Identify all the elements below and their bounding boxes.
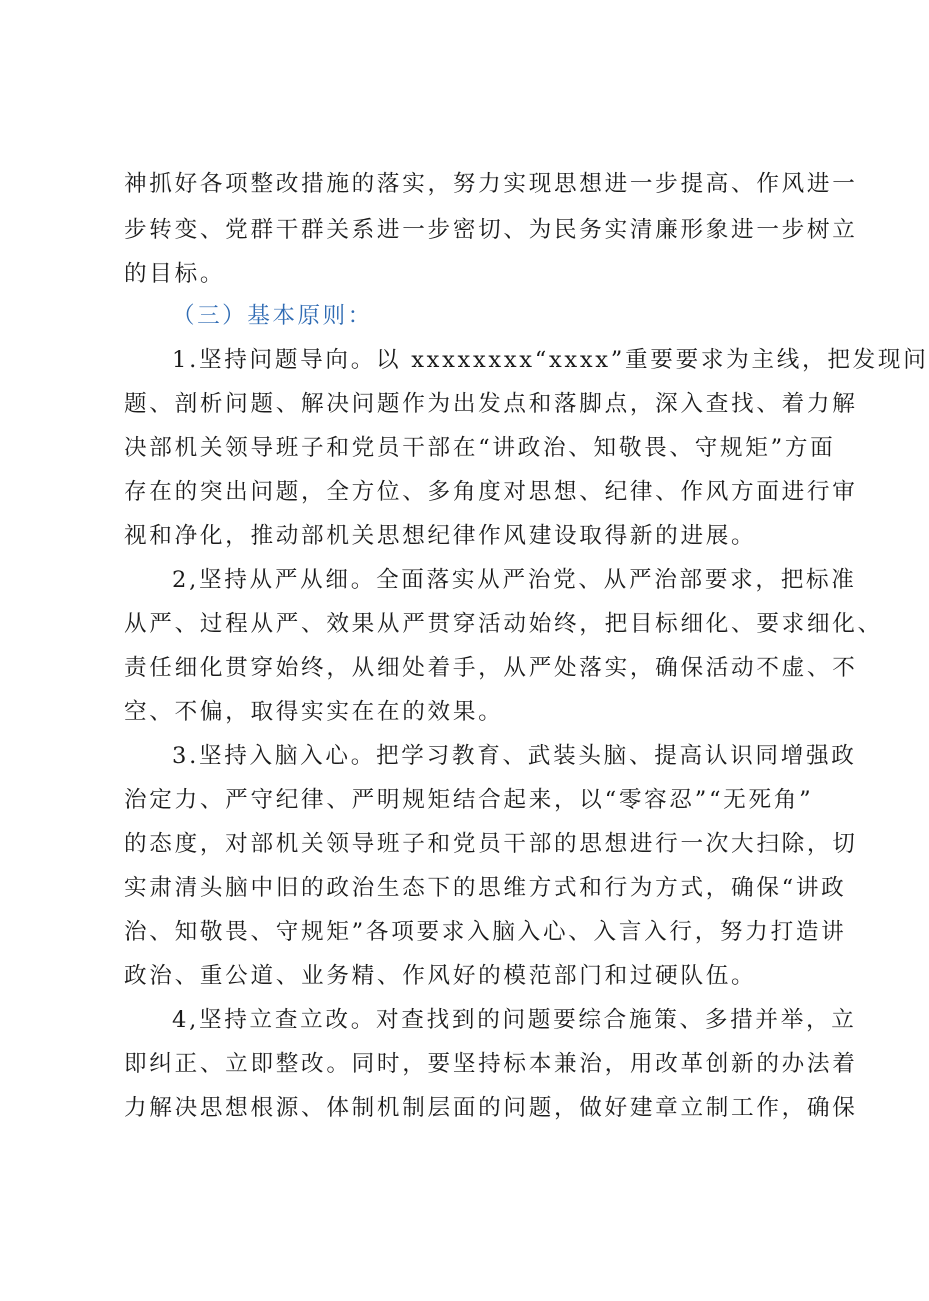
paragraph-line: 视和净化，推动部机关思想纪律作风建设取得新的进展。 bbox=[124, 523, 757, 549]
paragraph-line: 存在的突出问题，全方位、多角度对思想、纪律、作风方面进行审 bbox=[124, 479, 858, 505]
paragraph-line: 3.坚持入脑入心。把学习教育、武装头脑、提高认识同增强政 bbox=[172, 743, 857, 769]
paragraph-line: 4,坚持立查立改。对查找到的问题要综合施策、多措并举，立 bbox=[172, 1007, 857, 1033]
paragraph-line: 空、不偏，取得实实在在的效果。 bbox=[124, 699, 504, 725]
paragraph-line: 1.坚持问题导向。以 xxxxxxxx“xxxx”重要要求为主线，把发现问 bbox=[172, 347, 929, 373]
paragraph-line: 步转变、党群干群关系进一步密切、为民务实清廉形象进一步树立 bbox=[124, 217, 858, 243]
paragraph-line: 从严、过程从严、效果从严贯穿活动始终，把目标细化、要求细化、 bbox=[124, 611, 883, 637]
paragraph-line: 题、剖析问题、解决问题作为出发点和落脚点，深入查找、着力解 bbox=[124, 391, 858, 417]
paragraph-line: 即纠正、立即整改。同时，要坚持标本兼治，用改革创新的办法着 bbox=[124, 1051, 858, 1077]
paragraph-line: 2,坚持从严从细。全面落实从严治党、从严治部要求，把标准 bbox=[172, 567, 857, 593]
paragraph-line: 决部机关领导班子和党员干部在“讲政治、知敬畏、守规矩”方面 bbox=[124, 435, 836, 461]
paragraph-line: 力解决思想根源、体制机制层面的问题，做好建章立制工作，确保 bbox=[124, 1095, 858, 1121]
paragraph-line: 神抓好各项整改措施的落实，努力实现思想进一步提高、作风进一 bbox=[124, 171, 858, 197]
paragraph-line: 治定力、严守纪律、严明规矩结合起来，以“零容忍”“无死角” bbox=[124, 787, 814, 813]
section-heading: （三）基本原则： bbox=[172, 303, 373, 329]
paragraph-line: 治、知敬畏、守规矩”各项要求入脑入心、入言入行，努力打造讲 bbox=[124, 919, 847, 945]
paragraph-line: 责任细化贯穿始终，从细处着手，从严处落实，确保活动不虚、不 bbox=[124, 655, 858, 681]
paragraph-line: 实肃清头脑中旧的政治生态下的思维方式和行为方式，确保“讲政 bbox=[124, 875, 847, 901]
paragraph-line: 政治、重公道、业务精、作风好的模范部门和过硬队伍。 bbox=[124, 963, 757, 989]
paragraph-line: 的目标。 bbox=[124, 261, 226, 287]
paragraph-line: 的态度，对部机关领导班子和党员干部的思想进行一次大扫除，切 bbox=[124, 831, 858, 857]
